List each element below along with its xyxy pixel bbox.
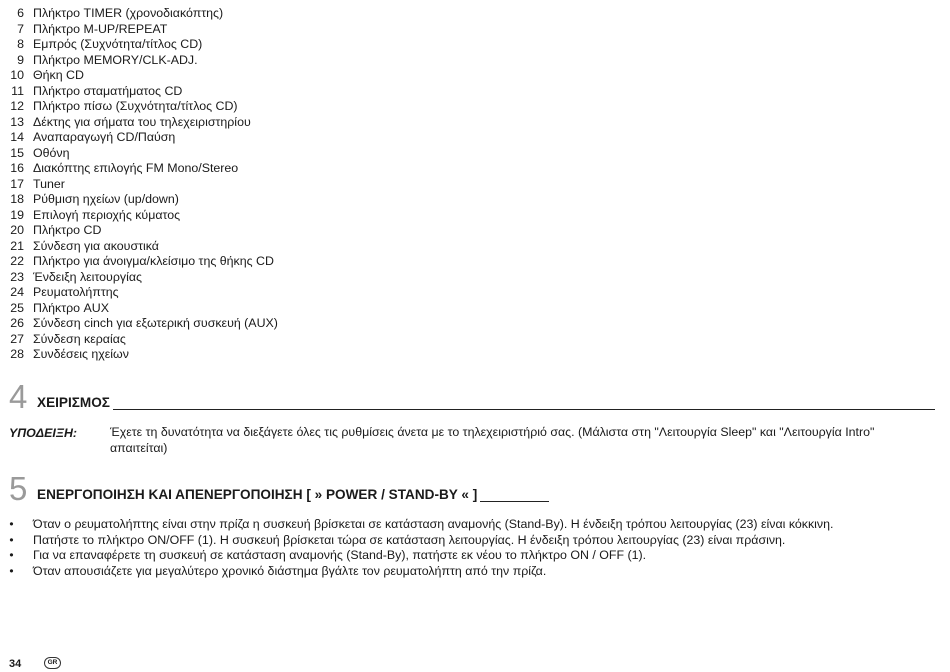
list-item: 27 Σύνδεση κεραίας bbox=[10, 331, 126, 346]
section-divider bbox=[37, 409, 935, 410]
section-title: ΕΝΕΡΓΟΠΟΙΗΣΗ ΚΑΙ ΑΠΕΝΕΡΓΟΠΟΙΗΣΗ [ » POWER / STAND-BY « ] bbox=[37, 488, 480, 502]
list-item: 13 Δέκτης για σήματα του τηλεχειριστηρίου bbox=[10, 114, 251, 129]
list-item: 16 Διακόπτης επιλογής FM Mono/Stereo bbox=[10, 161, 239, 175]
list-item: 21 Σύνδεση για ακουστικά bbox=[10, 238, 159, 253]
list-item: • Πατήστε το πλήκτρο ON/OFF (1). Η συσκευή βρίσκεται τώρα σε κατάσταση λειτουργίας. Η ένδειξη τρόπου λειτουργίας (23) είναι πράσινη. bbox=[0, 533, 833, 549]
bullet-icon: • bbox=[9, 517, 14, 531]
list-item: 7 Πλήκτρο M-UP/REPEAT bbox=[17, 21, 168, 36]
list-item: • Όταν ο ρευματολήπτης είναι στην πρίζα η συσκευή βρίσκεται σε κατάσταση αναμονής (Stand-By). Η ένδειξη τρόπου λειτουργίας (23) είναι κόκκινη. bbox=[0, 517, 833, 533]
section-4-heading bbox=[9, 378, 935, 415]
list-item: 8 Εμπρός (Συχνότητα/τίτλος CD) bbox=[17, 37, 203, 51]
bullet-icon: • bbox=[9, 563, 14, 578]
list-item: 24 Ρευματολήπτης bbox=[10, 285, 119, 299]
section-number: 4 bbox=[9, 378, 28, 415]
list-item: 14 Αναπαραγωγή CD/Παύση bbox=[10, 130, 176, 144]
list-item: 23 Ένδειξη λειτουργίας bbox=[10, 269, 142, 284]
list-item: 18 Ρύθμιση ηχείων (up/down) bbox=[10, 192, 179, 206]
note-text: Έχετε τη δυνατότητα να διεξάγετε όλες τις ρυθμίσεις άνετα με το τηλεχειριστήριό σας. (Μάλιστα στη "Λειτουργία Sleep" και "Λειτουργία Intro" απαιτείται) bbox=[110, 425, 875, 455]
list-item: 28 Συνδέσεις ηχείων bbox=[10, 347, 129, 361]
list-item: 12 Πλήκτρο πίσω (Συχνότητα/τίτλος CD) bbox=[10, 99, 238, 113]
instruction-list bbox=[0, 517, 833, 579]
list-item: 15 Οθόνη bbox=[10, 145, 70, 160]
list-item: 26 Σύνδεση cinch για εξωτερική συσκευή (AUX) bbox=[10, 316, 278, 330]
section-title: ΧΕΙΡΙΣΜΟΣ bbox=[37, 396, 113, 410]
list-item: 25 Πλήκτρο AUX bbox=[10, 300, 109, 315]
list-item: 19 Επιλογή περιοχής κύματος bbox=[10, 207, 181, 222]
language-badge-icon: GR bbox=[44, 657, 61, 669]
note-label: ΥΠΟΔΕΙΞΗ: bbox=[9, 426, 78, 440]
list-item: 20 Πλήκτρο CD bbox=[10, 223, 102, 237]
list-item: • Για να επαναφέρετε τη συσκευή σε κατάσταση αναμονής (Stand-By), πατήστε εκ νέου το πλήκτρο ON / OFF (1). bbox=[0, 548, 833, 564]
list-item: 10 Θήκη CD bbox=[10, 68, 84, 82]
list-item: 11 Πλήκτρο σταματήματος CD bbox=[11, 83, 183, 98]
list-item: 6 Πλήκτρο TIMER (χρονοδιακόπτης) bbox=[17, 6, 224, 20]
list-item: 17 Tuner bbox=[10, 176, 65, 191]
list-item: 22 Πλήκτρο για άνοιγμα/κλείσιμο της θήκης CD bbox=[10, 254, 274, 268]
bullet-icon: • bbox=[9, 532, 14, 547]
list-item: • Όταν απουσιάζετε για μεγαλύτερο χρονικό διάστημα βγάλτε τον ρευματολήπτη από την πρίζα. bbox=[0, 564, 833, 580]
list-item: 9 Πλήκτρο MEMORY/CLK-ADJ. bbox=[17, 52, 198, 67]
bullet-icon: • bbox=[9, 548, 14, 562]
section-5-heading bbox=[9, 470, 549, 507]
section-number: 5 bbox=[9, 470, 28, 507]
component-list bbox=[0, 6, 278, 363]
page-number: 34 bbox=[9, 658, 22, 670]
